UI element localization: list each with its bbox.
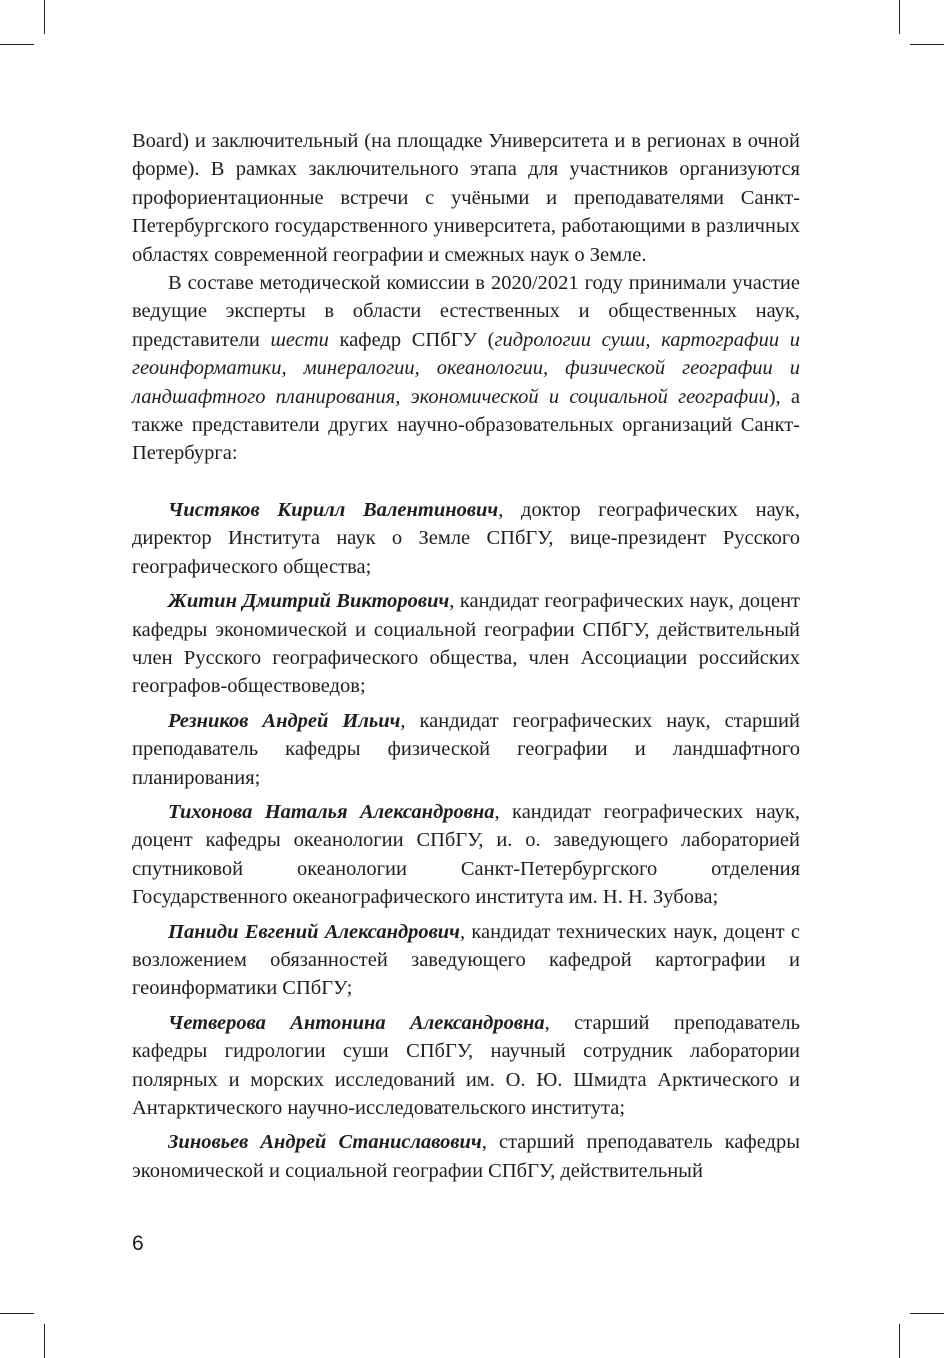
member-entry [132,1009,800,1123]
crop-mark-top-left-vertical [44,0,45,34]
crop-mark-bottom-left-horizontal [0,1313,34,1314]
commission-text-a: В составе методической комиссии в 2020/2021 году принимали участие ведущие эксперты в области естественных и общественных наук, представители [132,272,800,351]
member-description: , кандидат технических наук, доцент с возложением обязанностей заведующего кафедрой картографии и геоинформатики СПбГУ; [132,920,800,1000]
paragraph-gap [132,468,800,496]
member-entry [132,1128,800,1185]
member-name: Резников Андрей Ильич [168,709,401,732]
crop-mark-bottom-left-vertical [44,1324,45,1358]
member-entry [132,798,800,912]
member-name: Чистяков Кирилл Валентинович [168,498,499,521]
member-name: Паниди Евгений Александрович [168,920,460,943]
member-name: Зиновьев Андрей Станиславович [168,1131,482,1154]
commission-text-b: кафедр СПбГУ ( [328,328,495,351]
member-name: Четверова Антонина Александровна [168,1011,545,1034]
crop-mark-bottom-right-horizontal [910,1313,944,1314]
commission-departments: гидрологии суши, картографии и геоинформатики, минералогии, океанологии, физической географии и ландшафтного планирования, экономической и социальной географии [132,328,801,408]
intro-paragraph: Board) и заключительный (на площадке Университета и в регионах в очной форме). В рамках заключительного этапа для участников организуются профориентационные встречи с учёными и преподавателями Санкт-Петербургского государственного университета, работающими в различных областях современной географии и смежных наук о Земле. [132,130,800,266]
commission-text-c: ), а также представители других научно-образовательных организаций Санкт-Петербурга: [132,385,800,465]
crop-mark-top-left-horizontal [0,44,34,45]
member-description: , кандидат географических наук, старший преподаватель кафедры физической географии и ландшафтного планирования; [132,709,800,789]
member-name: Тихонова Наталья Александровна [168,800,495,823]
crop-mark-bottom-right-vertical [899,1324,900,1358]
page-number: 6 [132,1232,144,1255]
commission-italic-a: шести [270,328,329,351]
member-description: , старший преподаватель кафедры гидрологии суши СПбГУ, научный сотрудник лаборатории полярных и морских исследований им. О. Ю. Шмидта Арктического и Антарктического научно-исследовательского института; [132,1011,800,1119]
member-description: , старший преподаватель кафедры экономической и социальной географии СПбГУ, действительный [132,1131,800,1182]
member-entry [132,587,800,701]
crop-mark-top-right-vertical [899,0,900,34]
member-description: , кандидат географических наук, доцент кафедры экономической и социальной географии СПбГУ, действительный член Русского географического общества, член Ассоциации российских географов-обществоведов; [132,590,800,698]
member-description: , кандидат географических наук, доцент кафедры океанологии СПбГУ, и. о. заведующего лабораторией спутниковой океанологии Санкт-Петербургского отделения Государственного океанографического института им. Н. Н. Зубова; [132,800,800,909]
member-entry [132,918,800,1003]
page-body [132,127,800,1185]
member-entry [132,496,800,581]
commission-paragraph [132,269,800,468]
crop-mark-top-right-horizontal [910,44,944,45]
member-description: , доктор географических наук, директор Института наук о Земле СПбГУ, вице-президент Русского географического общества; [132,498,800,578]
member-entry [132,707,800,792]
member-list [132,496,800,1185]
member-name: Житин Дмитрий Викторович [168,590,450,613]
